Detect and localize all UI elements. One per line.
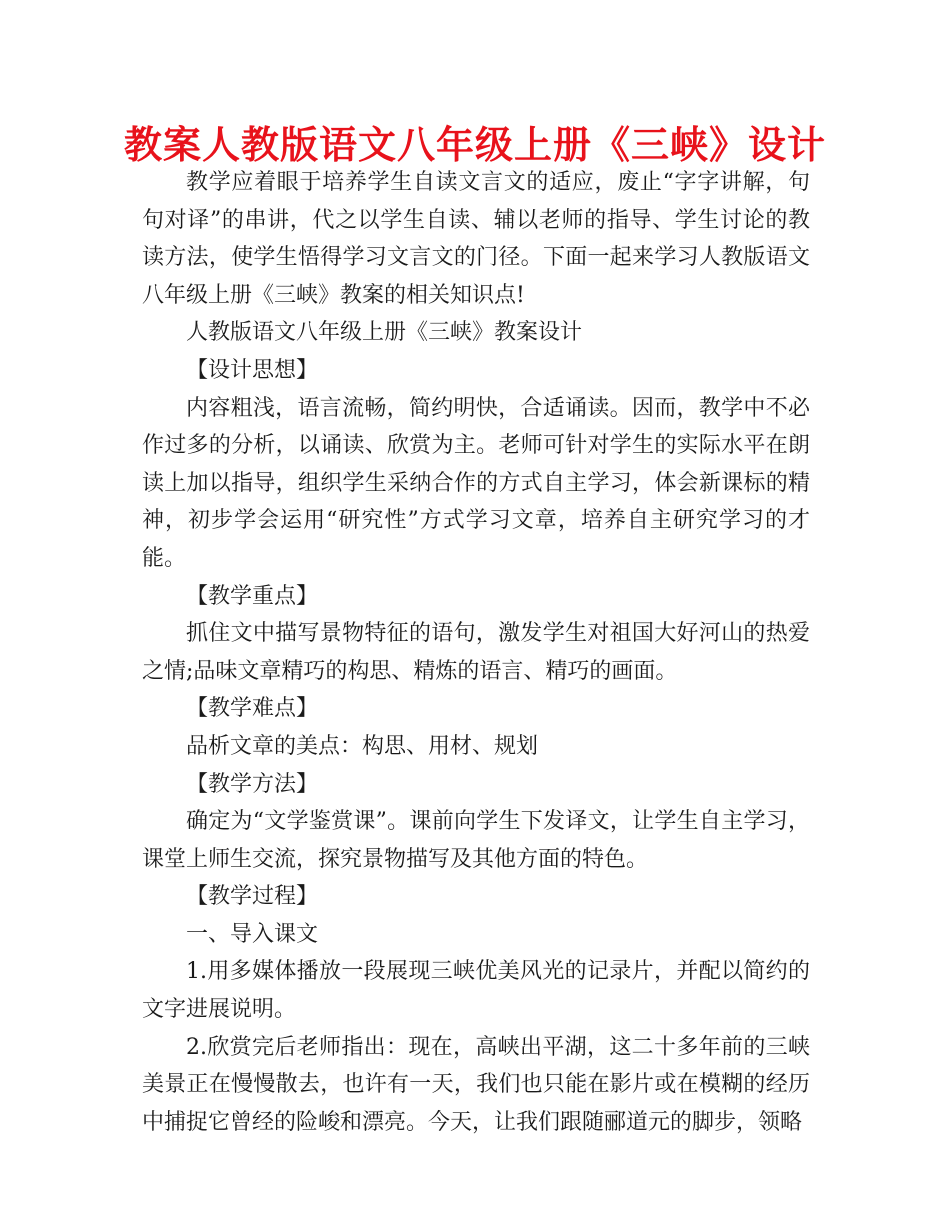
paragraph-methods: 确定为“文学鉴赏课”。课前向学生下发译文，让学生自主学习，课堂上师生交流，探究景物描写及其他方面的特色。: [142, 809, 810, 872]
section-heading-difficulties: 【教学难点】: [186, 696, 319, 722]
paragraph-key-points: 抓住文中描写景物特征的语句，激发学生对祖国大好河山的热爱之情;品味文章精巧的构思、精炼的语言、精巧的画面。: [142, 621, 810, 684]
subheading-intro-text: 一、导入课文: [186, 921, 319, 947]
section-heading-process: 【教学过程】: [186, 884, 319, 910]
paragraph-subtitle: 人教版语文八年级上册《三峡》教案设计: [186, 320, 583, 346]
document-body: [142, 164, 810, 1141]
section-heading-key-points: 【教学重点】: [186, 583, 319, 609]
list-item-2: 2.欣赏完后老师指出：现在，高峡出平湖，这二十多年前的三峡美景正在慢慢散去，也许有一天，我们也只能在影片或在模糊的经历中捕捉它曾经的险峻和漂亮。今天，让我们跟随郦道元的脚步，领略: [142, 1034, 810, 1135]
document-title: 教案人教版语文八年级上册《三峡》设计: [123, 123, 826, 167]
list-item-1: 1.用多媒体播放一段展现三峡优美风光的记录片，并配以简约的文字进展说明。: [142, 959, 810, 1023]
section-heading-design-idea: 【设计思想】: [186, 357, 319, 383]
section-heading-methods: 【教学方法】: [186, 771, 319, 797]
paragraph-intro: 教学应着眼于培养学生自读文言文的适应，废止“字字讲解，句句对译”的串讲，代之以学生自读、辅以老师的指导、学生讨论的教读方法，使学生悟得学习文言文的门径。下面一起来学习人教版语文八年级上册《三峡》教案的相关知识点!: [142, 170, 810, 308]
paragraph-difficulties: 品析文章的美点：构思、用材、规划: [186, 733, 539, 759]
paragraph-design-idea: 内容粗浅，语言流畅，简约明快，合适诵读。因而，教学中不必作过多的分析，以诵读、欣赏为主。老师可针对学生的实际水平在朗读上加以指导，组织学生采纳合作的方式自主学习，体会新课标的精神，初步学会运用“研究性”方式学习文章，培养自主研究学习的才能。: [142, 395, 810, 571]
